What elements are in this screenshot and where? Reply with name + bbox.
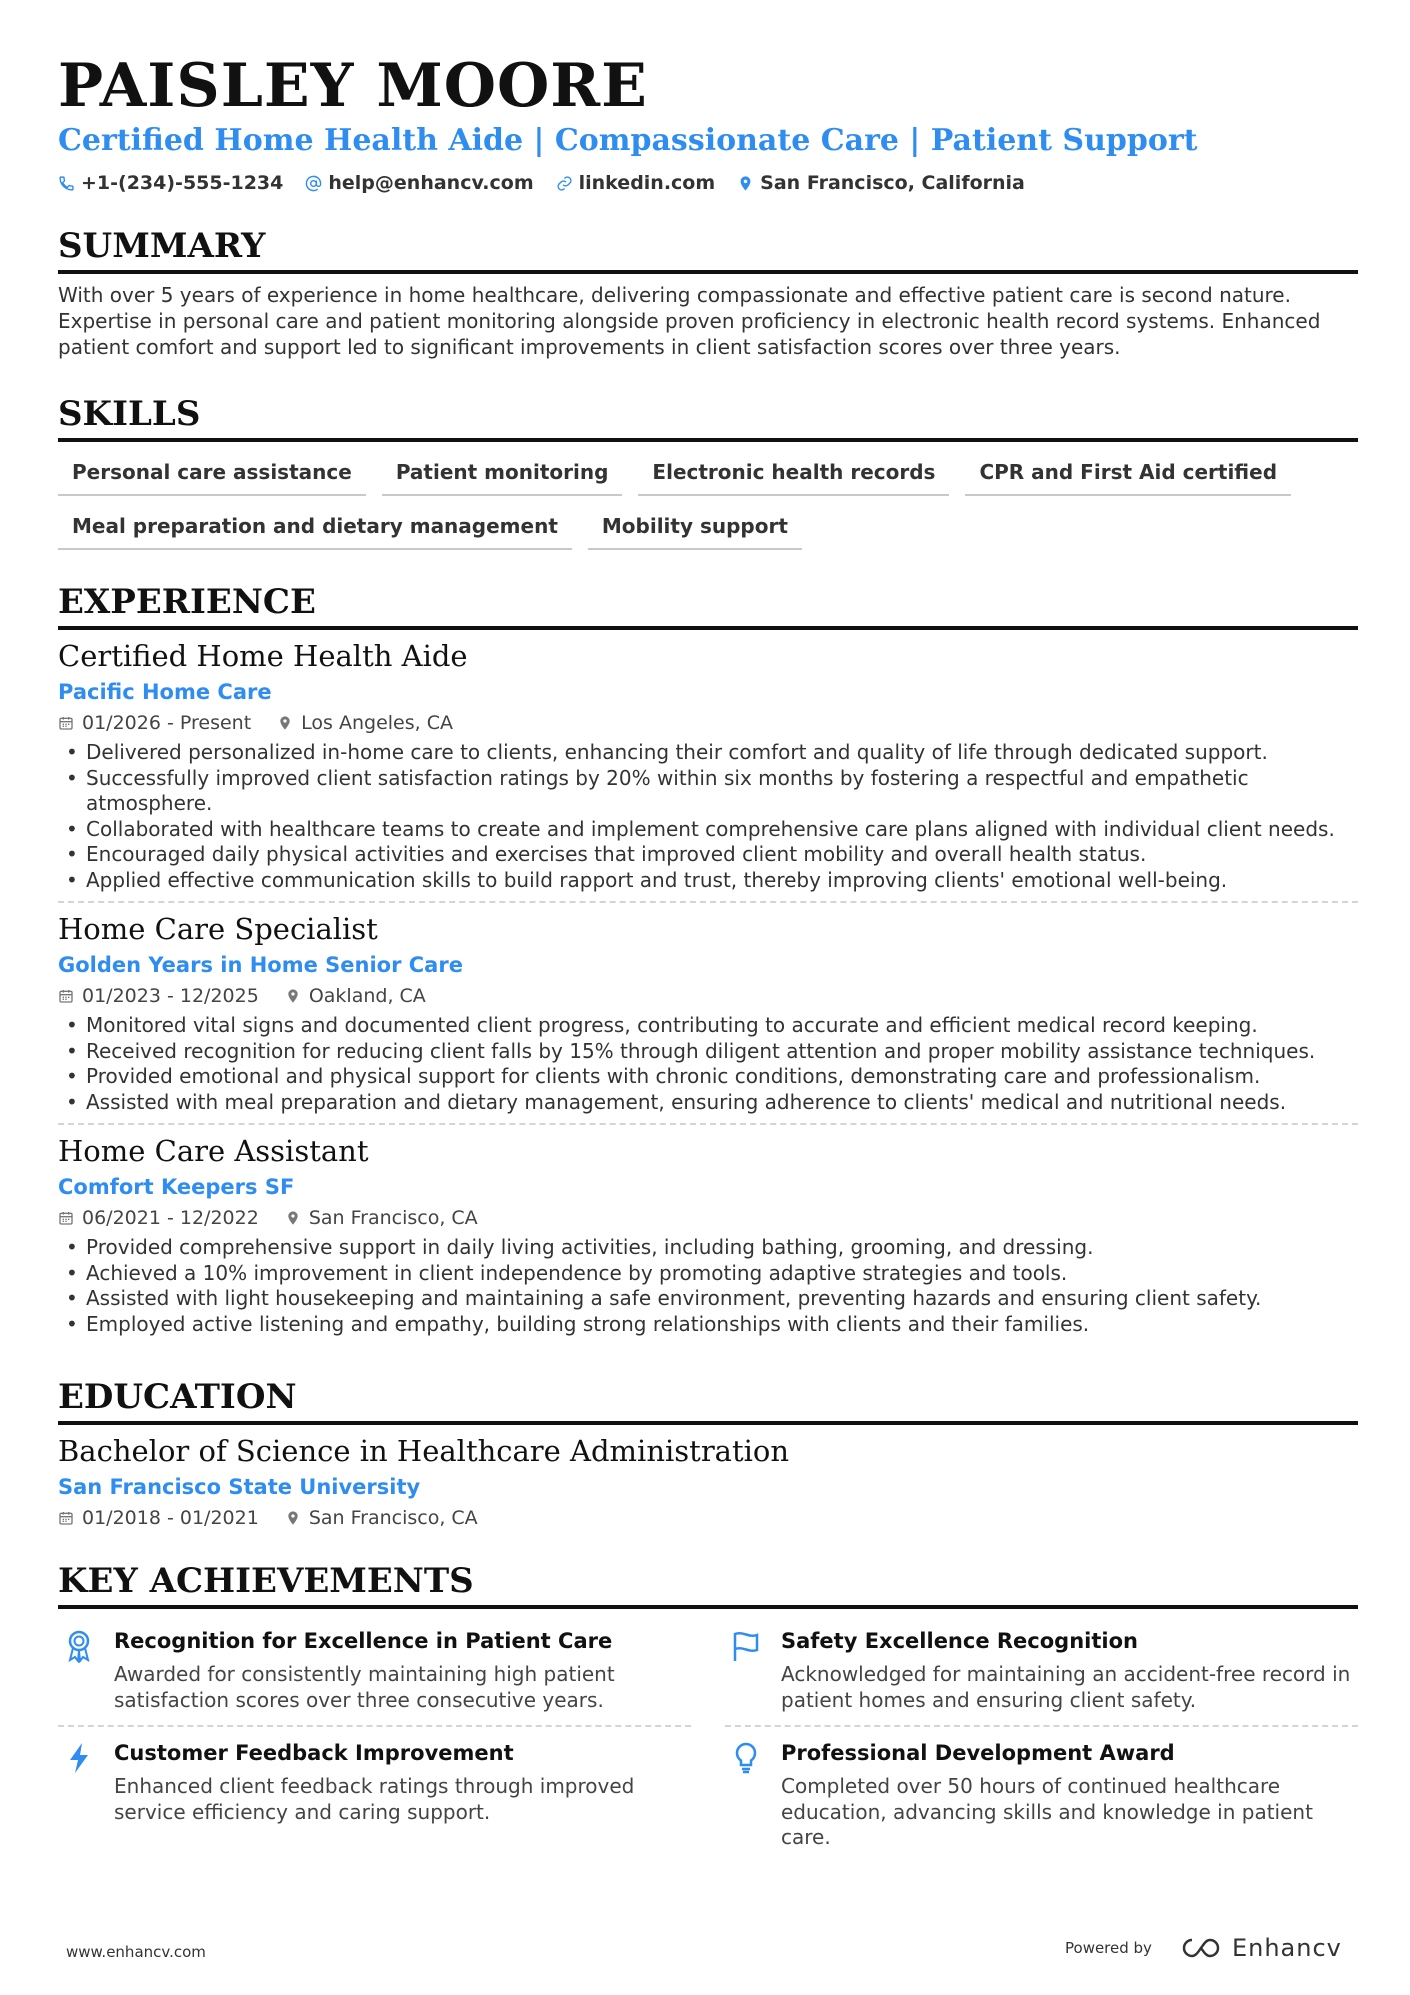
education-meta [58, 1507, 1358, 1529]
bullet-item: • Applied effective communication skills to build rapport and trust, thereby improving clients' emotional well-being. [58, 868, 1358, 894]
experience-entry [58, 1125, 1358, 1345]
contact-phone[interactable] [58, 172, 283, 194]
job-dates [58, 985, 259, 1007]
job-location-text: Los Angeles, CA [301, 712, 453, 734]
job-meta [58, 985, 1358, 1007]
achievement-item [725, 1615, 1358, 1727]
flag-icon [731, 1627, 763, 1713]
achievement-title: Customer Feedback Improvement [114, 1741, 514, 1765]
education-location-text: San Francisco, CA [308, 1507, 478, 1529]
job-title: Certified Home Health Aide [58, 639, 468, 673]
job-meta [58, 1207, 1358, 1229]
achievement-description: Acknowledged for maintaining an accident-free record in patient homes and ensuring client safety. [781, 1662, 1351, 1712]
lightbulb-icon [731, 1739, 763, 1851]
bullet-item: • Delivered personalized in-home care to clients, enhancing their comfort and quality of life through dedicated support. [58, 740, 1358, 766]
achievement-item [58, 1727, 691, 1863]
summary-text: With over 5 years of experience in home healthcare, delivering compassionate and effective patient care is second nature. Expertise in personal care and patient monitoring alongside proven proficiency in electronic health record systems. Enhanced patient comfort and support led to significant improvements in client satisfaction scores over three years. [58, 283, 1321, 359]
brand-name: Enhancv [1231, 1934, 1342, 1962]
phone-icon [58, 175, 75, 192]
map-pin-icon [285, 988, 301, 1004]
achievements-section [58, 1559, 1358, 1863]
experience-section [58, 580, 1358, 1345]
lightning-bolt-icon [64, 1739, 96, 1851]
job-dates-text: 06/2021 - 12/2022 [82, 1207, 259, 1229]
calendar-icon [58, 1510, 74, 1526]
achievement-item [58, 1615, 691, 1727]
company-name: Comfort Keepers SF [58, 1175, 295, 1199]
education-dates [58, 1507, 259, 1529]
phone-text: +1-(234)-555-1234 [81, 172, 284, 194]
education-dates-text: 01/2018 - 01/2021 [82, 1507, 259, 1529]
skill-tag: Electronic health records [638, 456, 949, 496]
job-dates [58, 712, 251, 734]
map-pin-icon [285, 1510, 301, 1526]
achievement-description: Enhanced client feedback ratings through improved service efficiency and caring support. [114, 1774, 635, 1824]
link-icon [556, 175, 573, 192]
job-location-text: San Francisco, CA [308, 1207, 478, 1229]
contact-email[interactable] [305, 172, 533, 194]
contact-linkedin[interactable] [556, 172, 716, 194]
job-location [285, 1207, 478, 1229]
award-ribbon-icon [64, 1627, 96, 1713]
calendar-icon [58, 1210, 74, 1226]
footer-website[interactable]: www.enhancv.com [66, 1943, 206, 1961]
education-location [285, 1507, 478, 1529]
education-entry [58, 1425, 1358, 1529]
skills-section [58, 392, 1358, 550]
skill-tag: Meal preparation and dietary management [58, 510, 572, 550]
experience-heading: EXPERIENCE [58, 580, 1358, 630]
job-location-text: Oakland, CA [308, 985, 426, 1007]
job-location [285, 985, 426, 1007]
achievement-title: Professional Development Award [781, 1741, 1175, 1765]
bullet-item: • Encouraged daily physical activities and exercises that improved client mobility and overall health status. [58, 842, 1358, 868]
candidate-headline: Certified Home Health Aide | Compassionate Care | Patient Support [58, 123, 1198, 158]
job-title: Home Care Assistant [58, 1134, 369, 1168]
powered-by-text: Powered by [1065, 1939, 1152, 1957]
job-title: Home Care Specialist [58, 912, 378, 946]
company-name: Golden Years in Home Senior Care [58, 953, 463, 977]
summary-heading: SUMMARY [58, 224, 1358, 274]
candidate-name: PAISLEY MOORE [58, 51, 648, 121]
company-name: Pacific Home Care [58, 680, 272, 704]
map-pin-icon [737, 175, 754, 192]
bullet-item: • Achieved a 10% improvement in client independence by promoting adaptive strategies and tools. [58, 1261, 1358, 1287]
achievement-description: Completed over 50 hours of continued healthcare education, advancing skills and knowledge in patient care. [781, 1774, 1313, 1849]
linkedin-text: linkedin.com [578, 172, 716, 194]
bullet-item: • Provided emotional and physical support for clients with chronic conditions, demonstrating care and professionalism. [58, 1064, 1358, 1090]
job-bullets [58, 1235, 1358, 1337]
degree-title: Bachelor of Science in Healthcare Administration [58, 1434, 790, 1468]
location-text: San Francisco, California [760, 172, 1025, 194]
skill-tag: CPR and First Aid certified [965, 456, 1291, 496]
achievement-title: Safety Excellence Recognition [781, 1629, 1138, 1653]
achievement-description: Awarded for consistently maintaining high patient satisfaction scores over three consecutive years. [114, 1662, 615, 1712]
job-dates-text: 01/2026 - Present [82, 712, 252, 734]
skills-list [58, 456, 1358, 550]
calendar-icon [58, 988, 74, 1004]
skill-tag: Personal care assistance [58, 456, 366, 496]
achievement-item [725, 1727, 1358, 1863]
job-dates-text: 01/2023 - 12/2025 [82, 985, 259, 1007]
job-meta [58, 712, 1358, 734]
job-bullets [58, 740, 1358, 893]
achievements-grid [58, 1615, 1358, 1863]
job-dates [58, 1207, 259, 1229]
resume-page [58, 52, 1358, 1863]
achievement-title: Recognition for Excellence in Patient Care [114, 1629, 613, 1653]
bullet-item: • Provided comprehensive support in daily living activities, including bathing, grooming, and dressing. [58, 1235, 1358, 1261]
achievements-heading: KEY ACHIEVEMENTS [58, 1559, 1358, 1609]
bullet-item: • Monitored vital signs and documented client progress, contributing to accurate and efficient medical record keeping. [58, 1013, 1358, 1039]
job-location [277, 712, 453, 734]
education-section [58, 1375, 1358, 1529]
bullet-item: • Successfully improved client satisfaction ratings by 20% within six months by fostering a respectful and empathetic atmosphere. [58, 766, 1358, 817]
bullet-item: • Collaborated with healthcare teams to create and implement comprehensive care plans aligned with individual client needs. [58, 817, 1358, 843]
enhancv-logo-icon [1178, 1935, 1224, 1961]
experience-entry [58, 630, 1358, 903]
enhancv-logo[interactable] [1178, 1934, 1342, 1962]
map-pin-icon [277, 715, 293, 731]
contact-location [737, 172, 1025, 194]
summary-section [58, 224, 1358, 360]
footer-branding [1065, 1934, 1342, 1962]
school-name: San Francisco State University [58, 1475, 421, 1499]
calendar-icon [58, 715, 74, 731]
skill-tag: Mobility support [588, 510, 802, 550]
experience-entry [58, 903, 1358, 1125]
at-sign-icon [305, 175, 322, 192]
job-bullets [58, 1013, 1358, 1115]
skill-tag: Patient monitoring [382, 456, 623, 496]
bullet-item: • Employed active listening and empathy, building strong relationships with clients and their families. [58, 1312, 1358, 1338]
contact-bar [58, 172, 1358, 194]
education-heading: EDUCATION [58, 1375, 1358, 1425]
bullet-item: • Received recognition for reducing client falls by 15% through diligent attention and proper mobility assistance techniques. [58, 1039, 1358, 1065]
bullet-item: • Assisted with light housekeeping and maintaining a safe environment, preventing hazards and ensuring client safety. [58, 1286, 1358, 1312]
email-text: help@enhancv.com [328, 172, 534, 194]
map-pin-icon [285, 1210, 301, 1226]
bullet-item: • Assisted with meal preparation and dietary management, ensuring adherence to clients' medical and nutritional needs. [58, 1090, 1358, 1116]
skills-heading: SKILLS [58, 392, 1358, 442]
